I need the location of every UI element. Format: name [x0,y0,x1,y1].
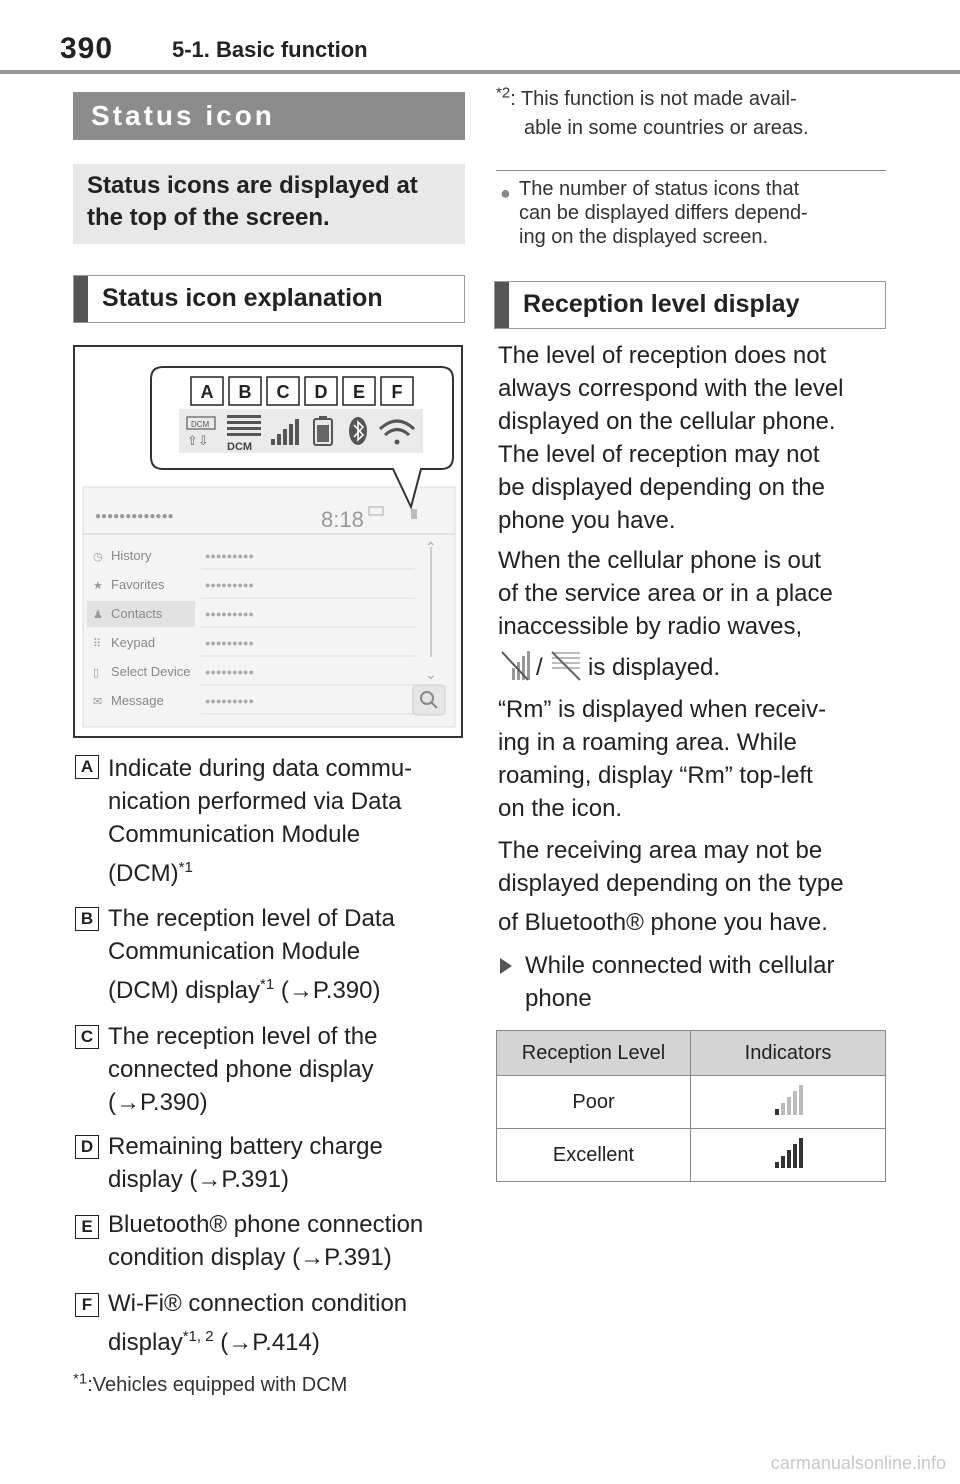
page-ref-link[interactable]: P.391 [324,1244,384,1271]
para-line: ing in a roaming area. While [498,729,797,756]
arrow-icon: → [288,977,313,1004]
footnote-mark: *1 [73,1370,88,1388]
mini-battery-icon [411,509,417,519]
item-f-line: Wi-Fi® connection condition [108,1290,408,1317]
person-icon: ♟ [93,608,103,621]
heading-bar [74,276,88,322]
indicator-cell [691,1129,886,1182]
footnote-text: able in some countries or areas. [524,117,809,139]
header-rule [0,70,960,74]
page-ref-link[interactable]: P.391 [221,1166,282,1193]
para-line: displayed on the cellular phone. [498,408,836,435]
footnote-1 [73,1372,347,1398]
bullet-line: The number of status icons that [519,178,800,200]
scroll-down-icon: ⌄ [425,667,437,683]
screen-menu-item: Select Device [111,664,191,679]
is-displayed-text: is displayed. [588,654,721,681]
clock-icon: ◷ [93,550,103,563]
screen-clock: 8:18 [321,507,364,532]
signal-bar [775,1162,779,1168]
footnote-text: :Vehicles equipped with DCM [87,1374,348,1396]
para-line: The receiving area may not be [498,837,823,864]
triangle-bullet-icon [500,958,512,974]
signal-bar [793,1144,797,1168]
sub-bullet-line: phone [525,985,592,1012]
sub-bullet-line: While connected with cellular [525,952,835,979]
table-row [497,1076,886,1129]
screen-menu-item: History [111,548,152,563]
divider [496,170,886,171]
section-title: 5-1. Basic function [172,37,368,62]
bluetooth-icon [349,417,367,445]
item-c: The reception level of the connected phone display (→P.390) [108,1020,468,1119]
label-e: E [75,1215,99,1239]
watermark: carmanualsonline.info [770,1453,946,1473]
table-header: Reception Level [497,1031,691,1076]
bullet-line: can be displayed differs depend- [519,202,808,224]
search-button [413,685,445,715]
item-d-line: Remaining battery charge [108,1133,383,1160]
screen-row-mask: ●●●●●●●●● [205,609,254,619]
icon-strip [179,409,423,453]
heading-text: Reception level display [523,290,800,318]
reception-level-cell: Poor [497,1076,691,1129]
arrow-icon: → [116,1089,140,1116]
para-1 [498,339,888,537]
reception-level-cell: Excellent [497,1129,691,1182]
arrow-icon: → [300,1244,325,1271]
callout-letter: D [314,382,328,402]
para-4 [498,834,888,939]
arrow-icon: → [197,1166,222,1193]
out-of-area-line [498,648,888,688]
screen-menu-item: Message [111,693,164,708]
para-line: “Rm” is displayed when receiv- [498,696,827,723]
reception-level-heading [494,281,886,329]
item-b: The reception level of Data Communication Module (DCM) display$^{*1}$ (→P.390) [108,902,468,1007]
para-line: always correspond with the level [498,375,844,402]
item-a-line: Communication Module [108,821,361,848]
para-line: roaming, display “Rm” top-left [498,762,813,789]
up-down-arrow-icon: ⇧⇩ [187,434,209,449]
signal-bar [799,1138,803,1168]
footnote-ref: *1 [260,976,275,993]
page-ref-link[interactable]: P.390 [312,977,373,1004]
callout-letter: E [352,382,366,402]
para-2 [498,544,888,643]
signal-bar [775,1109,779,1115]
screen-row-mask: ●●●●●●●●● [205,580,254,590]
item-a-line: Indicate during data commu- [108,755,413,782]
phone-device-icon: ▯ [93,666,100,679]
para-3 [498,693,888,825]
signal-bar [799,1085,803,1115]
footnote-text: : This function is not made avail- [510,88,797,110]
footnote-2 [496,86,886,141]
para-line: be displayed depending on the [498,474,825,501]
para-line: of the service area or in a place [498,580,833,607]
screen-menu-item: Contacts [111,606,163,621]
heading-bar [495,282,509,328]
signal-bar [787,1150,791,1168]
table-row [497,1129,886,1182]
callout-letter: F [391,382,403,402]
dcm-bars-label: DCM [227,441,253,453]
label-c: C [75,1025,99,1049]
para-line: of Bluetooth® phone you have. [498,909,828,936]
no-signal-icon [498,648,534,684]
para-line: inaccessible by radio waves, [498,613,803,640]
heading-text: Status icon explanation [102,284,383,312]
item-b-line: The reception level of Data [108,905,395,932]
keypad-icon: ⠿ [93,637,102,650]
label-d: D [75,1135,99,1159]
intro-box: Status icons are displayed at the top of the screen. [73,164,465,244]
footnote-mark: *2 [496,84,511,102]
para-line: phone you have. [498,507,676,534]
callout-letter: A [200,382,214,402]
reception-table [496,1030,886,1182]
page-ref-link[interactable]: P.390 [140,1089,200,1116]
screen-row-mask: ●●●●●●●●● [205,638,254,648]
label-b: B [75,907,99,931]
para-line: The level of reception does not [498,342,827,369]
item-a [108,752,468,890]
signal-bars-icon [773,1083,805,1115]
signal-bar [793,1091,797,1115]
callout-letter: C [276,382,290,402]
table-header: Indicators [691,1031,886,1076]
item-b-line: Communication Module [108,938,361,965]
item-a-line: nication performed via Data [108,788,402,815]
para-line: on the icon. [498,795,623,822]
page-number: 390 [60,32,114,65]
item-d-line: display [108,1166,183,1193]
screen-header-mask: ●●●●●●●●●●●●● [95,511,174,522]
dcm-data-label: DCM [191,420,210,429]
bullet-icon: ● [500,183,511,203]
screen-row-mask: ●●●●●●●●● [205,667,254,677]
label-a: A [75,755,99,779]
status-icon-explanation-heading [73,275,465,323]
para-line: displayed depending on the type [498,870,844,897]
item-e-line: Bluetooth® phone connection [108,1211,424,1238]
status-screen-illustration [73,345,463,738]
signal-bar [781,1103,785,1115]
signal-bar [781,1156,785,1168]
item-c-line: connected phone display [108,1056,374,1083]
screen-row-mask: ●●●●●●●●● [205,551,254,561]
signal-bar [787,1097,791,1115]
item-b-line: (DCM) display [108,977,261,1004]
item-e-line: condition display [108,1244,286,1271]
screen-row-mask: ●●●●●●●●● [205,696,254,706]
indicator-cell [691,1076,886,1129]
footnote-ref: *1, 2 [182,1328,214,1345]
item-f-line: display [108,1329,183,1356]
bullet-line: ing on the displayed screen. [519,226,769,248]
arrow-icon: → [228,1329,253,1356]
para-line: The level of reception may not [498,441,820,468]
star-icon: ★ [93,579,103,592]
screen-menu-item: Favorites [111,577,165,592]
item-c-line: The reception level of the [108,1023,378,1050]
slash-text: / [536,654,543,681]
item-d: Remaining battery charge display (→P.391) [108,1130,468,1196]
para-line: When the cellular phone is out [498,547,821,574]
item-f: Wi-Fi® connection condition display$^{*1, 2}$ (→P.414) [108,1287,468,1359]
sub-bullet [525,949,895,1015]
bullet-note [519,177,889,249]
scroll-up-icon: ⌃ [425,540,437,556]
status-icon-band: Status icon [73,92,465,140]
callout-letter: B [238,382,252,402]
signal-bars-icon [773,1136,805,1168]
envelope-icon: ✉ [93,695,103,708]
item-e: Bluetooth® phone connection condition display (→P.391) [108,1208,468,1274]
dcm-no-signal-icon [548,648,584,684]
item-a-line: (DCM) [108,860,179,887]
page-ref-link[interactable]: P.414 [252,1329,312,1356]
footnote-ref: *1 [178,859,193,876]
label-f: F [75,1293,99,1317]
screen-svg [75,347,461,736]
screen-menu-item: Keypad [111,635,156,650]
